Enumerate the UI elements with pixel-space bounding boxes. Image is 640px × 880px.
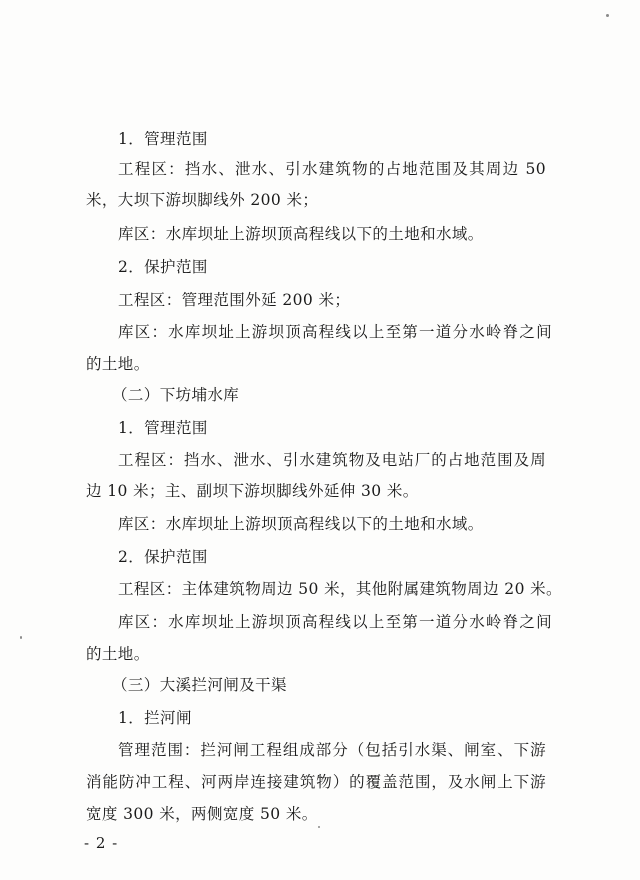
paragraph-line: 米，大坝下游坝脚线外 200 米； bbox=[86, 191, 319, 209]
paragraph-line: 边 10 米；主、副坝下游坝脚线外延伸 30 米。 bbox=[86, 482, 419, 500]
scan-speck bbox=[318, 826, 320, 828]
scan-speck bbox=[20, 636, 22, 639]
paragraph-line: 消能防冲工程、河两岸连接建筑物）的覆盖范围，及水闸上下游 bbox=[86, 773, 546, 791]
heading-protection-scope: 2．保护范围 bbox=[118, 258, 208, 276]
section-heading-xiafangpu-reservoir: （二）下坊埔水库 bbox=[112, 386, 240, 404]
section-heading-daxi-barrage: （三）大溪拦河闸及干渠 bbox=[112, 676, 287, 694]
paragraph-line: 的土地。 bbox=[86, 355, 150, 373]
heading-barrage: 1．拦河闸 bbox=[118, 709, 192, 727]
heading-management-scope: 1．管理范围 bbox=[118, 419, 208, 437]
paragraph-line: 管理范围：拦河闸工程组成部分（包括引水渠、闸室、下游 bbox=[118, 741, 546, 759]
paragraph-line: 宽度 300 米，两侧宽度 50 米。 bbox=[86, 805, 318, 823]
heading-management-scope: 1．管理范围 bbox=[118, 130, 208, 148]
paragraph-line: 库区：水库坝址上游坝顶高程线以上至第一道分水岭脊之间 bbox=[118, 613, 552, 631]
paragraph-line: 库区：水库坝址上游坝顶高程线以上至第一道分水岭脊之间 bbox=[118, 323, 552, 341]
page-number: - 2 - bbox=[84, 834, 119, 852]
paragraph-line: 库区：水库坝址上游坝顶高程线以下的土地和水域。 bbox=[118, 515, 484, 533]
paragraph-line: 的土地。 bbox=[86, 645, 150, 663]
scan-speck bbox=[606, 14, 609, 17]
paragraph-line: 库区：水库坝址上游坝顶高程线以下的土地和水域。 bbox=[118, 225, 484, 243]
paragraph-line: 工程区：挡水、泄水、引水建筑物及电站厂的占地范围及周 bbox=[118, 451, 546, 469]
heading-protection-scope: 2．保护范围 bbox=[118, 548, 208, 566]
paragraph-line: 工程区：主体建筑物周边 50 米，其他附属建筑物周边 20 米。 bbox=[118, 580, 562, 598]
paragraph-line: 工程区：管理范围外延 200 米； bbox=[118, 291, 351, 309]
paragraph-line: 工程区：挡水、泄水、引水建筑物的占地范围及其周边 50 bbox=[118, 160, 546, 178]
